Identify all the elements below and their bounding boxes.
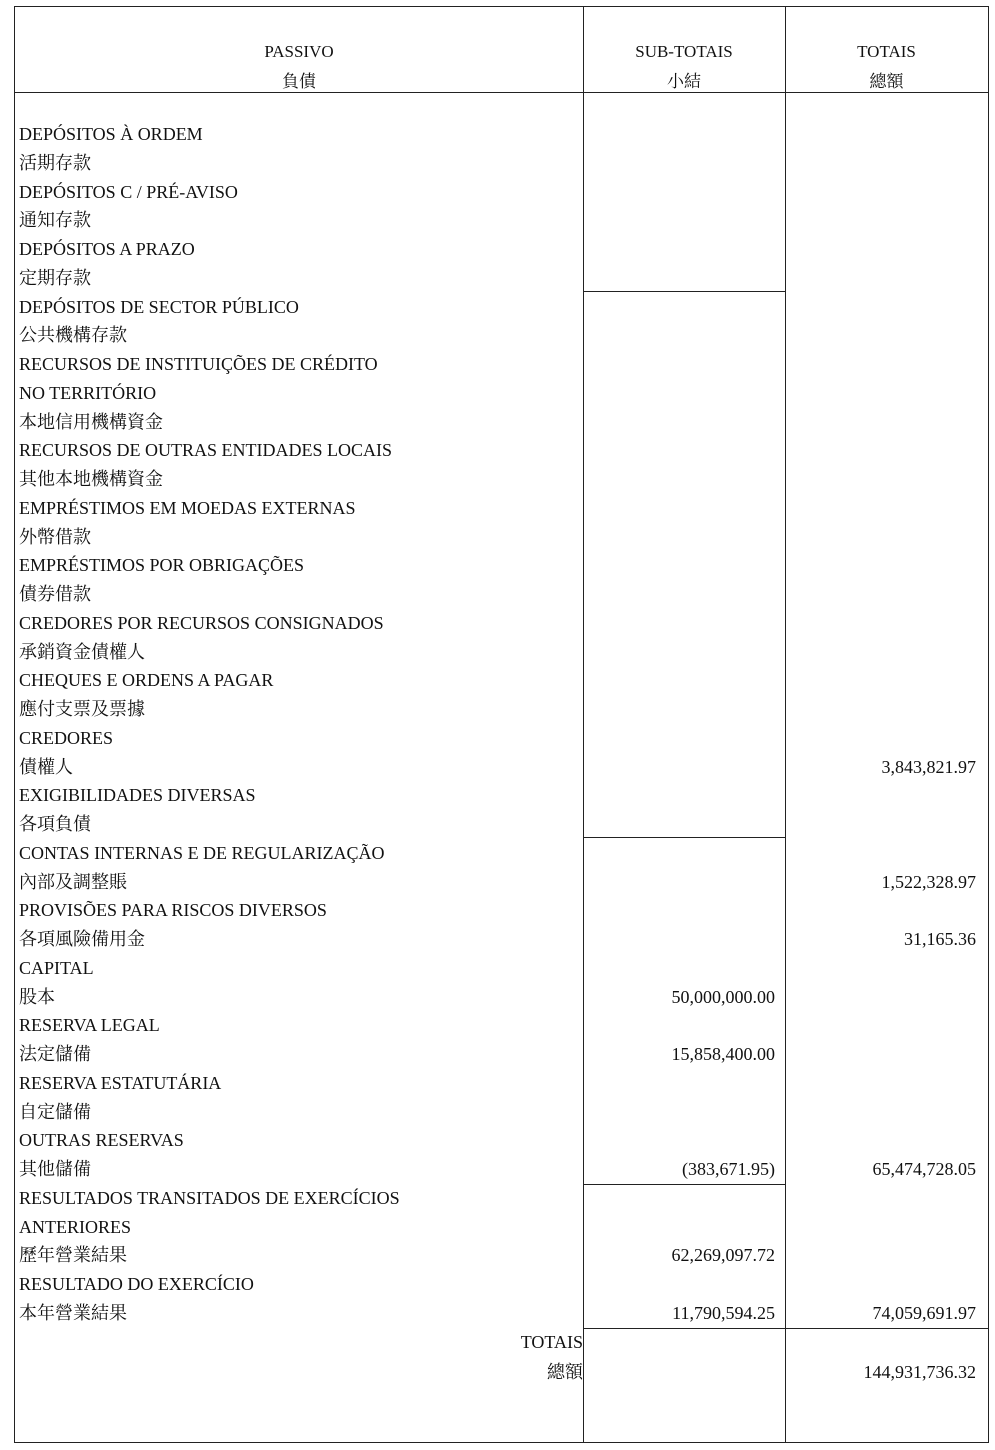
subtotal-separator: [583, 1184, 785, 1185]
row-label: 承銷資金債權人: [19, 641, 145, 662]
row-label: 自定儲備: [19, 1101, 91, 1122]
header-totais: [785, 37, 988, 97]
footer-totais-label: TOTAIS: [520, 1332, 583, 1352]
total-separator: [785, 1328, 988, 1329]
row-label: 外幣借款: [19, 526, 91, 547]
header-subtotais-label-zh: 小結: [667, 72, 701, 91]
row-label: CREDORES: [19, 727, 114, 748]
row-label: RESULTADO DO EXERCÍCIO: [19, 1274, 254, 1294]
row-label: CAPITAL: [19, 957, 94, 978]
row-label: DEPÓSITOS À ORDEM: [19, 124, 203, 144]
row-label: 內部及調整賬: [19, 871, 127, 892]
header-totais-label: TOTAIS: [857, 42, 916, 61]
row-total-value: 65,474,728.05: [872, 1159, 976, 1179]
row-subtotal-value: 50,000,000.00: [671, 986, 775, 1007]
header-passivo-label: PASSIVO: [264, 42, 334, 61]
row-label: 公共機構存款: [19, 325, 127, 346]
row-label: DEPÓSITOS DE SECTOR PÚBLICO: [19, 296, 299, 317]
row-label: NO TERRITÓRIO: [19, 382, 157, 403]
row-label: 各項風險備用金: [19, 929, 145, 949]
header-subtotais: [583, 37, 785, 97]
row-label: 歷年營業結果: [19, 1245, 127, 1266]
column-divider-total: [785, 7, 786, 1442]
row-label: EMPRÉSTIMOS POR OBRIGAÇÕES: [19, 555, 305, 576]
header-passivo: [15, 37, 583, 97]
balance-sheet-table: [14, 6, 989, 1443]
row-label: 各項負債: [19, 814, 91, 834]
row-total-value: 74,059,691.97: [872, 1302, 976, 1323]
row-total-value: 1,522,328.97: [881, 871, 976, 892]
footer-totais-label-zh: 總額: [547, 1362, 583, 1382]
row-label: OUTRAS RESERVAS: [19, 1130, 184, 1151]
subtotal-separator: [583, 291, 785, 292]
row-label: RESULTADOS TRANSITADOS DE EXERCÍCIOS: [19, 1187, 400, 1208]
row-label: DEPÓSITOS A PRAZO: [19, 239, 195, 259]
row-label: 通知存款: [19, 210, 91, 231]
row-subtotal-value: 15,858,400.00: [671, 1044, 775, 1064]
subtotal-separator: [583, 1328, 785, 1329]
row-label: 本年營業結果: [19, 1302, 127, 1323]
row-subtotal-value: 62,269,097.72: [671, 1245, 775, 1266]
row-label: RESERVA LEGAL: [19, 1015, 160, 1036]
row-label: DEPÓSITOS C / PRÉ-AVISO: [19, 181, 238, 202]
row-label: EMPRÉSTIMOS EM MOEDAS EXTERNAS: [19, 497, 356, 518]
row-label: RECURSOS DE OUTRAS ENTIDADES LOCAIS: [19, 440, 393, 461]
row-total-value: 31,165.36: [904, 929, 976, 949]
row-label: 債券借款: [19, 584, 91, 604]
row-label: 其他儲備: [19, 1159, 91, 1179]
row-label: 活期存款: [19, 152, 91, 173]
row-label: RECURSOS DE INSTITUIÇÕES DE CRÉDITO: [19, 354, 378, 374]
header-subtotais-label: SUB-TOTAIS: [635, 42, 733, 61]
grand-total-value: 144,931,736.32: [863, 1362, 976, 1382]
row-label: 債權人: [19, 756, 73, 777]
row-label: 本地信用機構資金: [19, 411, 163, 432]
row-label: CHEQUES E ORDENS A PAGAR: [19, 670, 274, 691]
header-totais-label-zh: 總額: [869, 72, 904, 91]
row-label: 股本: [19, 986, 55, 1007]
row-label: EXIGIBILIDADES DIVERSAS: [19, 785, 256, 806]
row-label: 定期存款: [19, 267, 91, 288]
subtotal-separator: [583, 837, 785, 838]
row-label: RESERVA ESTATUTÁRIA: [19, 1072, 222, 1093]
row-label: CREDORES POR RECURSOS CONSIGNADOS: [19, 612, 384, 633]
row-label: 應付支票及票據: [19, 699, 145, 719]
row-label: 法定儲備: [19, 1044, 91, 1064]
row-label: ANTERIORES: [19, 1216, 131, 1237]
column-divider-subtotal: [583, 7, 584, 1442]
row-total-value: 3,843,821.97: [881, 756, 976, 777]
header-passivo-label-zh: 負債: [282, 72, 316, 91]
row-label: CONTAS INTERNAS E DE REGULARIZAÇÃO: [19, 842, 385, 863]
row-subtotal-value: (383,671.95): [682, 1159, 775, 1179]
row-label: PROVISÕES PARA RISCOS DIVERSOS: [19, 900, 327, 921]
row-subtotal-value: 11,790,594.25: [672, 1302, 775, 1323]
row-label: 其他本地機構資金: [19, 469, 163, 489]
